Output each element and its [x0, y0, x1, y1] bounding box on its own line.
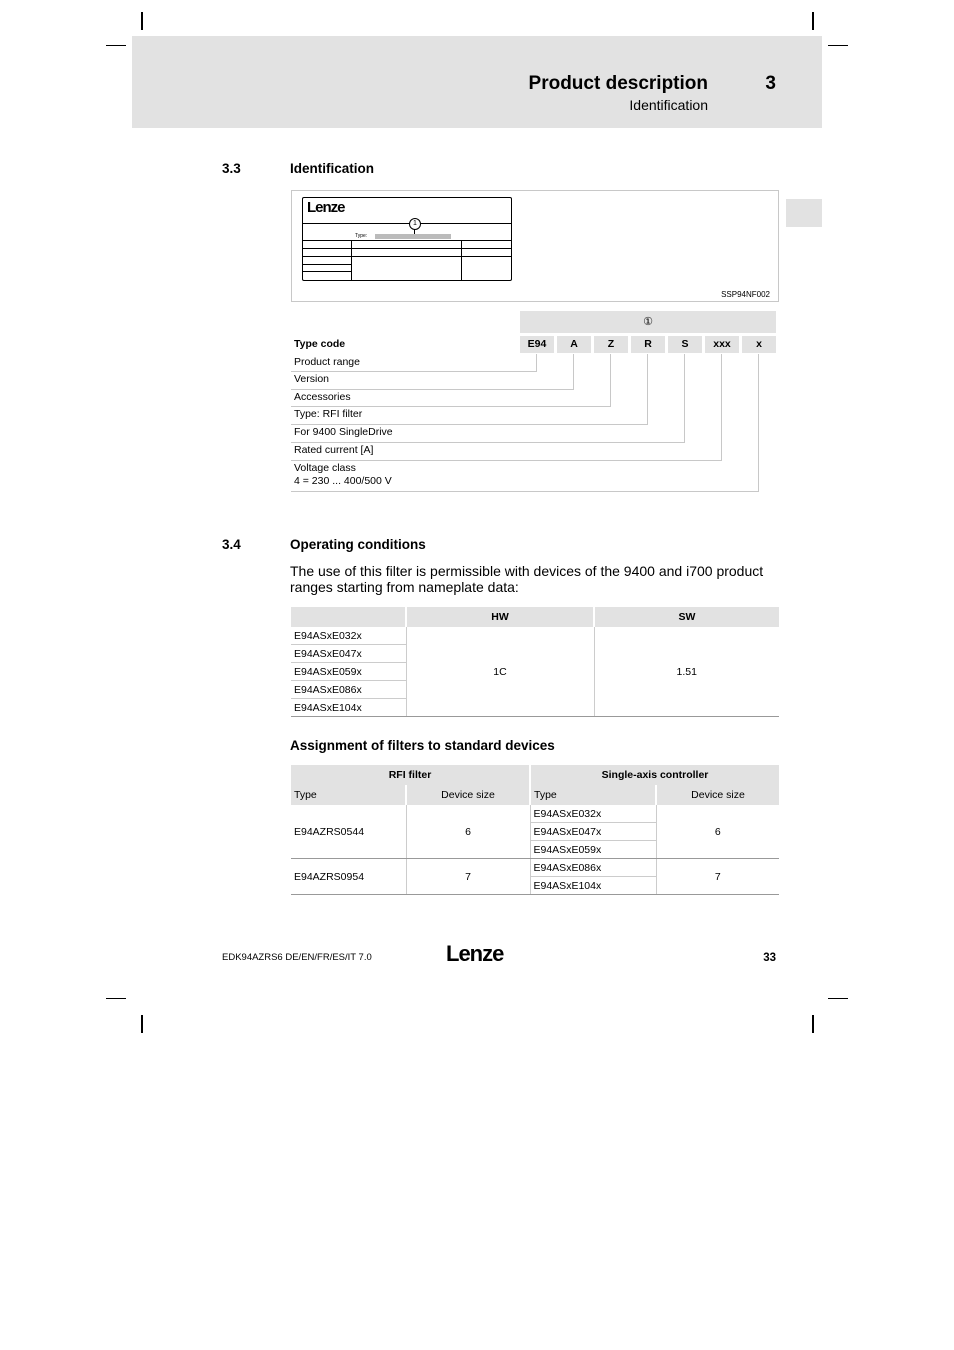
crop-mark — [106, 45, 126, 46]
type-cell: E94ASxE032x — [291, 627, 406, 645]
type-cell: E94ASxE047x — [291, 645, 406, 663]
connector-line — [291, 389, 574, 390]
type-code-segment: A — [557, 336, 591, 353]
type-cell: E94ASxE059x — [291, 663, 406, 681]
type-label: Type: — [355, 233, 368, 239]
table-row — [291, 805, 779, 823]
connector-line — [291, 424, 648, 425]
type-cell: E94ASxE104x — [291, 699, 406, 717]
figure-id: SSP94NF002 — [721, 290, 770, 299]
connector-line — [291, 442, 685, 443]
type-code-segment: xxx — [705, 336, 739, 353]
controller-type: E94ASxE032x — [530, 805, 656, 823]
crop-mark — [828, 998, 848, 999]
type-code-segment: E94 — [520, 336, 554, 353]
crop-mark — [106, 998, 126, 999]
connector-line — [291, 460, 722, 461]
type-code-segment: R — [631, 336, 665, 353]
type-cell: E94ASxE086x — [291, 681, 406, 699]
column-header: SW — [594, 607, 779, 627]
type-code-segment: Z — [594, 336, 628, 353]
connector-line — [291, 371, 537, 372]
group-header: Single-axis controller — [601, 769, 709, 781]
table-row — [291, 859, 779, 877]
operating-conditions-table — [291, 607, 779, 717]
assignment-title: Assignment of filters to standard devices — [290, 738, 555, 753]
page-header — [132, 36, 822, 128]
sub-header: Type — [534, 789, 557, 801]
filter-size: 7 — [406, 859, 530, 895]
section-title: Operating conditions — [290, 537, 426, 552]
lenze-logo: Lenze — [307, 199, 345, 216]
column-header — [291, 607, 406, 627]
crop-mark — [812, 1015, 814, 1033]
type-code-row: Type: RFI filter — [294, 408, 363, 420]
connector-line — [573, 354, 574, 390]
section-title: Identification — [290, 161, 374, 176]
chapter-number: 3 — [765, 73, 776, 94]
controller-type: E94ASxE104x — [530, 877, 656, 895]
section-number: 3.3 — [222, 161, 241, 176]
type-code-segment: S — [668, 336, 702, 353]
filter-size: 6 — [406, 805, 530, 859]
sub-header: Device size — [656, 785, 779, 805]
operating-paragraph: The use of this filter is permissible with devices of the 9400 and i700 product ranges starting from nameplate data: — [290, 563, 764, 595]
header-subtitle: Identification — [629, 97, 708, 113]
connector-line — [291, 406, 611, 407]
type-code-row: Product range — [294, 356, 360, 368]
chapter-tab — [786, 199, 822, 227]
section-number: 3.4 — [222, 537, 241, 552]
type-field — [375, 234, 451, 239]
type-code-marker: ① — [520, 311, 776, 333]
connector-line — [291, 491, 759, 492]
type-code-row: Version — [294, 373, 330, 385]
controller-type: E94ASxE047x — [530, 823, 656, 841]
footer-doc-id: EDK94AZRS6 DE/EN/FR/ES/IT 7.0 — [222, 952, 372, 963]
crop-mark — [812, 12, 814, 30]
sw-value: 1.51 — [594, 627, 779, 717]
type-code-segment: x — [742, 336, 776, 353]
filter-type: E94AZRS0544 — [291, 805, 406, 859]
crop-mark — [141, 12, 143, 30]
type-code-header: Type code — [294, 338, 346, 350]
sub-header: Type — [294, 789, 317, 801]
type-code-row: Accessories — [294, 391, 351, 403]
column-header: HW — [406, 607, 594, 627]
connector-line — [536, 354, 537, 372]
nameplate — [302, 197, 512, 281]
connector-line — [758, 354, 759, 492]
hw-value: 1C — [406, 627, 594, 717]
connector-line — [610, 354, 611, 407]
controller-type: E94ASxE059x — [530, 841, 656, 859]
footer-lenze-logo: Lenze — [446, 941, 504, 966]
filter-type: E94AZRS0954 — [291, 859, 406, 895]
connector-line — [684, 354, 685, 443]
controller-size: 7 — [656, 859, 779, 895]
type-code-row: Voltage class — [294, 462, 356, 474]
group-header: RFI filter — [291, 765, 530, 785]
callout-marker: 1 — [409, 218, 421, 230]
crop-mark — [141, 1015, 143, 1033]
controller-type: E94ASxE086x — [530, 859, 656, 877]
connector-line — [647, 354, 648, 425]
table-row — [291, 627, 779, 645]
type-code-row: Rated current [A] — [294, 444, 374, 456]
controller-size: 6 — [656, 805, 779, 859]
header-title: Product description — [528, 73, 708, 94]
type-code-row-detail: 4 = 230 ... 400/500 V — [294, 475, 392, 487]
page-number: 33 — [763, 952, 776, 964]
type-code-row: For 9400 SingleDrive — [294, 426, 393, 438]
assignment-table — [291, 765, 779, 895]
connector-line — [721, 354, 722, 461]
sub-header: Device size — [406, 785, 530, 805]
crop-mark — [828, 45, 848, 46]
